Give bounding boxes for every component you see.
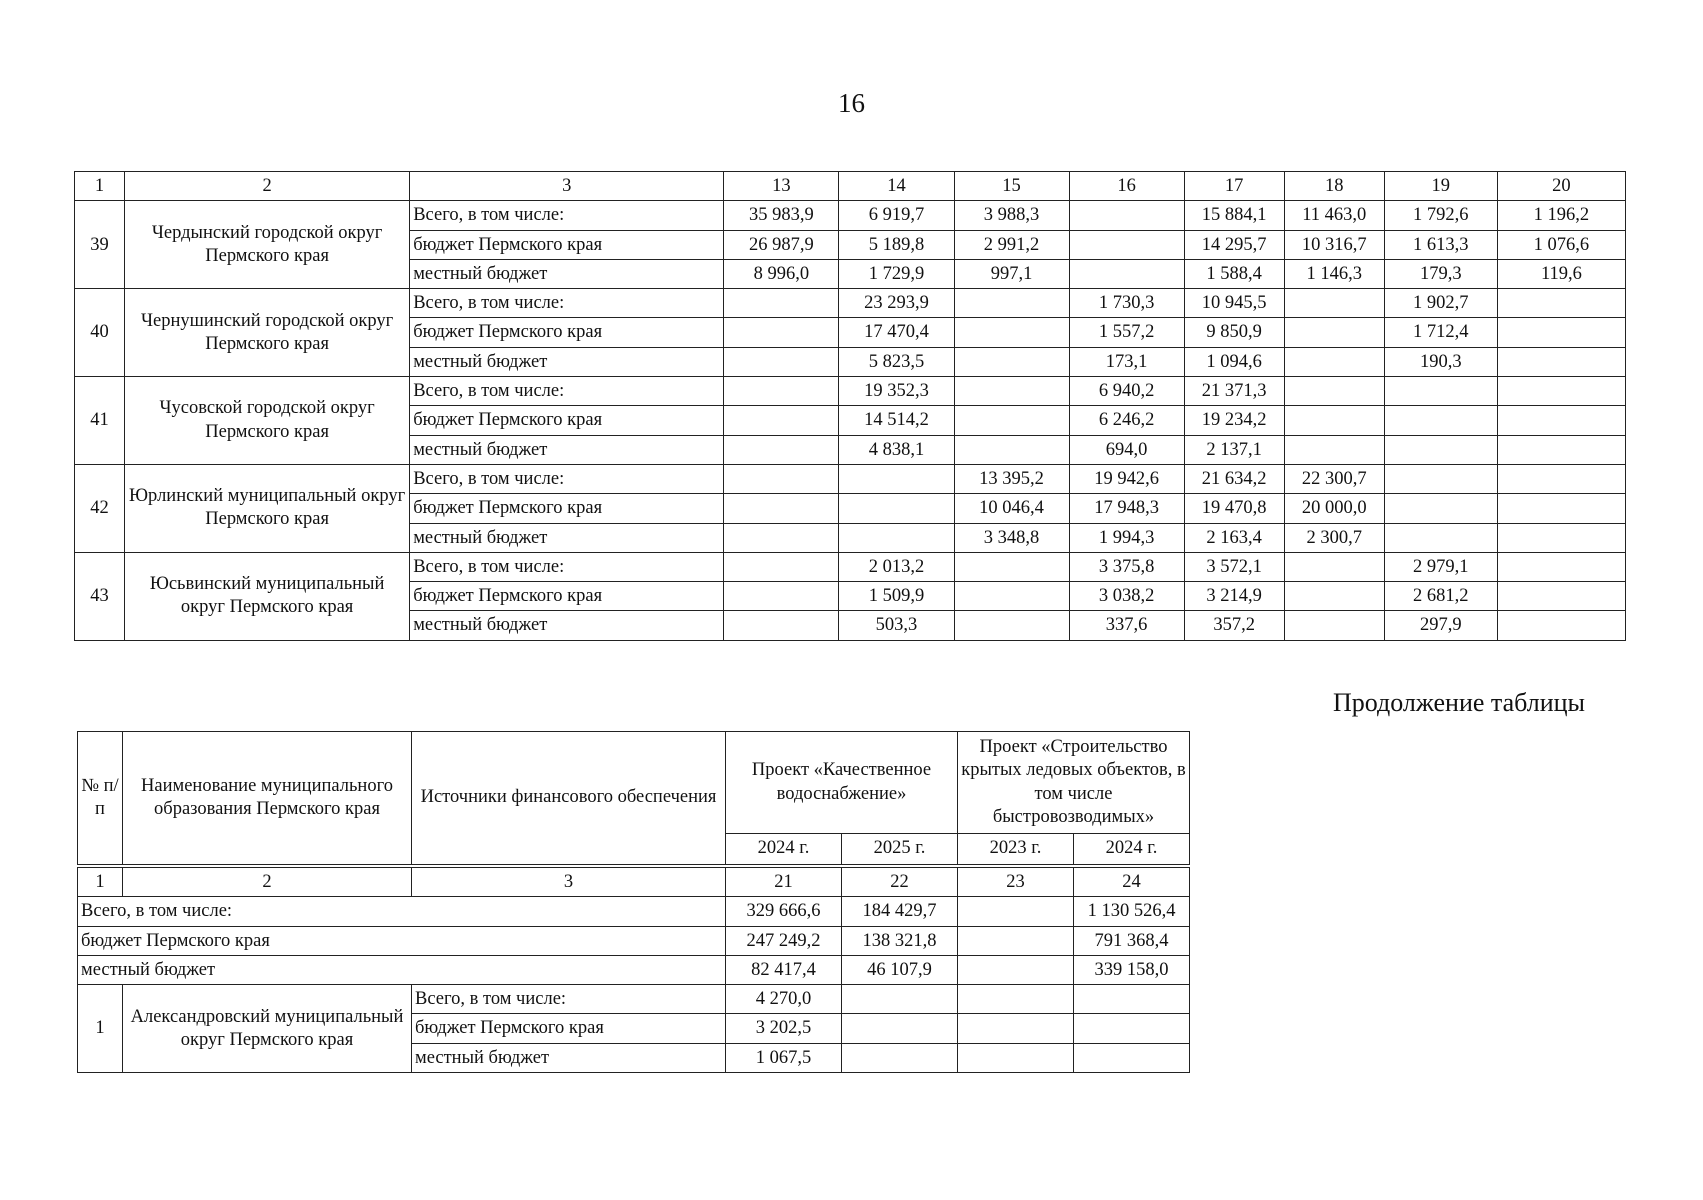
- column-number: 22: [842, 868, 958, 897]
- amount-cell: [1074, 1014, 1190, 1043]
- amount-cell: 2 137,1: [1184, 435, 1284, 464]
- amount-cell: [1497, 347, 1625, 376]
- column-number: 1: [78, 868, 123, 897]
- totals-label: Всего, в том числе:: [78, 897, 726, 926]
- amount-cell: [1497, 582, 1625, 611]
- amount-cell: 1 196,2: [1497, 201, 1625, 230]
- amount-cell: 15 884,1: [1184, 201, 1284, 230]
- amount-cell: 46 107,9: [842, 955, 958, 984]
- page-number: 16: [838, 88, 865, 118]
- amount-cell: 5 823,5: [839, 347, 954, 376]
- amount-cell: [1284, 435, 1384, 464]
- amount-cell: [1384, 377, 1497, 406]
- amount-cell: [958, 955, 1074, 984]
- amount-cell: [1284, 377, 1384, 406]
- amount-cell: [1284, 406, 1384, 435]
- amount-cell: 2 163,4: [1184, 523, 1284, 552]
- amount-cell: 329 666,6: [726, 897, 842, 926]
- amount-cell: [1497, 552, 1625, 581]
- amount-cell: 20 000,0: [1284, 494, 1384, 523]
- amount-cell: [724, 523, 839, 552]
- amount-cell: [1284, 318, 1384, 347]
- amount-cell: 10 046,4: [954, 494, 1069, 523]
- row-number: 42: [75, 464, 125, 552]
- amount-cell: [724, 464, 839, 493]
- amount-cell: [1069, 230, 1184, 259]
- amount-cell: 3 375,8: [1069, 552, 1184, 581]
- amount-cell: [1074, 985, 1190, 1014]
- amount-cell: 247 249,2: [726, 926, 842, 955]
- table-row: [75, 464, 1626, 493]
- amount-cell: 26 987,9: [724, 230, 839, 259]
- amount-cell: 694,0: [1069, 435, 1184, 464]
- col-head-project-water: Проект «Качественное водоснабжение»: [726, 732, 958, 834]
- amount-cell: 10 316,7: [1284, 230, 1384, 259]
- row-number: 41: [75, 377, 125, 465]
- funding-source: бюджет Пермского края: [412, 1014, 726, 1043]
- col-head-num: № п/п: [78, 732, 123, 865]
- column-number: 24: [1074, 868, 1190, 897]
- col-head-source: Источники финансового обеспечения: [412, 732, 726, 865]
- amount-cell: 184 429,7: [842, 897, 958, 926]
- amount-cell: [1284, 289, 1384, 318]
- amount-cell: 2 681,2: [1384, 582, 1497, 611]
- column-number: 19: [1384, 172, 1497, 201]
- column-number: 20: [1497, 172, 1625, 201]
- amount-cell: 19 352,3: [839, 377, 954, 406]
- amount-cell: 3 202,5: [726, 1014, 842, 1043]
- amount-cell: [1284, 582, 1384, 611]
- amount-cell: 1 509,9: [839, 582, 954, 611]
- amount-cell: [954, 435, 1069, 464]
- amount-cell: 23 293,9: [839, 289, 954, 318]
- funding-source: бюджет Пермского края: [410, 494, 724, 523]
- funding-source: местный бюджет: [410, 435, 724, 464]
- amount-cell: [1384, 435, 1497, 464]
- funding-source: бюджет Пермского края: [410, 318, 724, 347]
- totals-label: бюджет Пермского края: [78, 926, 726, 955]
- column-number: 3: [410, 172, 724, 201]
- amount-cell: 2 013,2: [839, 552, 954, 581]
- amount-cell: [1497, 494, 1625, 523]
- amount-cell: [724, 318, 839, 347]
- municipality-name: Юсьвинский муниципальный округ Пермского края: [125, 552, 410, 640]
- column-number: 21: [726, 868, 842, 897]
- amount-cell: 1 130 526,4: [1074, 897, 1190, 926]
- municipality-name: Чернушинский городской округ Пермского края: [125, 289, 410, 377]
- amount-cell: [1069, 259, 1184, 288]
- amount-cell: 19 234,2: [1184, 406, 1284, 435]
- amount-cell: [1497, 464, 1625, 493]
- column-number: 17: [1184, 172, 1284, 201]
- amount-cell: [1284, 611, 1384, 640]
- amount-cell: [958, 985, 1074, 1014]
- continuation-title: Продолжение таблицы: [1333, 688, 1585, 717]
- amount-cell: [954, 347, 1069, 376]
- amount-cell: 6 940,2: [1069, 377, 1184, 406]
- amount-cell: 190,3: [1384, 347, 1497, 376]
- amount-cell: 22 300,7: [1284, 464, 1384, 493]
- column-number: 15: [954, 172, 1069, 201]
- budget-table-top: [74, 171, 1626, 641]
- municipality-name: Чердынский городской округ Пермского края: [125, 201, 410, 289]
- amount-cell: 8 996,0: [724, 259, 839, 288]
- amount-cell: [1497, 318, 1625, 347]
- column-number: 1: [75, 172, 125, 201]
- col-head-year: 2023 г.: [958, 834, 1074, 865]
- amount-cell: 5 189,8: [839, 230, 954, 259]
- column-number: 2: [123, 868, 412, 897]
- amount-cell: [724, 347, 839, 376]
- amount-cell: 791 368,4: [1074, 926, 1190, 955]
- amount-cell: [954, 377, 1069, 406]
- amount-cell: [1284, 552, 1384, 581]
- amount-cell: [724, 435, 839, 464]
- amount-cell: 2 979,1: [1384, 552, 1497, 581]
- column-number: 23: [958, 868, 1074, 897]
- amount-cell: 14 514,2: [839, 406, 954, 435]
- funding-source: местный бюджет: [410, 523, 724, 552]
- row-number: 1: [78, 985, 123, 1073]
- column-number-row: [78, 868, 1190, 897]
- column-number: 3: [412, 868, 726, 897]
- totals-row: [78, 955, 1190, 984]
- amount-cell: 17 470,4: [839, 318, 954, 347]
- amount-cell: [954, 582, 1069, 611]
- amount-cell: 17 948,3: [1069, 494, 1184, 523]
- column-number: 13: [724, 172, 839, 201]
- amount-cell: [724, 289, 839, 318]
- row-number: 40: [75, 289, 125, 377]
- amount-cell: [958, 1043, 1074, 1072]
- table-row: [75, 552, 1626, 581]
- amount-cell: 11 463,0: [1284, 201, 1384, 230]
- funding-source: Всего, в том числе:: [410, 377, 724, 406]
- col-head-year: 2024 г.: [1074, 834, 1190, 865]
- amount-cell: [724, 611, 839, 640]
- table-row: [78, 985, 1190, 1014]
- amount-cell: 9 850,9: [1184, 318, 1284, 347]
- amount-cell: [839, 494, 954, 523]
- amount-cell: 1 588,4: [1184, 259, 1284, 288]
- totals-label: местный бюджет: [78, 955, 726, 984]
- amount-cell: 1 094,6: [1184, 347, 1284, 376]
- amount-cell: 119,6: [1497, 259, 1625, 288]
- amount-cell: [842, 1014, 958, 1043]
- column-number: 14: [839, 172, 954, 201]
- amount-cell: 4 838,1: [839, 435, 954, 464]
- amount-cell: [724, 494, 839, 523]
- amount-cell: 3 038,2: [1069, 582, 1184, 611]
- funding-source: Всего, в том числе:: [410, 289, 724, 318]
- funding-source: бюджет Пермского края: [410, 582, 724, 611]
- amount-cell: 6 919,7: [839, 201, 954, 230]
- municipality-name: Юрлинский муниципальный округ Пермского края: [125, 464, 410, 552]
- amount-cell: 179,3: [1384, 259, 1497, 288]
- amount-cell: [842, 1043, 958, 1072]
- amount-cell: [1069, 201, 1184, 230]
- table-head-row: [78, 732, 1190, 834]
- row-number: 39: [75, 201, 125, 289]
- funding-source: бюджет Пермского края: [410, 406, 724, 435]
- amount-cell: 339 158,0: [1074, 955, 1190, 984]
- amount-cell: [724, 582, 839, 611]
- amount-cell: 10 945,5: [1184, 289, 1284, 318]
- amount-cell: [958, 897, 1074, 926]
- amount-cell: 35 983,9: [724, 201, 839, 230]
- amount-cell: 297,9: [1384, 611, 1497, 640]
- amount-cell: 503,3: [839, 611, 954, 640]
- amount-cell: 1 712,4: [1384, 318, 1497, 347]
- amount-cell: 21 634,2: [1184, 464, 1284, 493]
- amount-cell: [842, 985, 958, 1014]
- amount-cell: 1 792,6: [1384, 201, 1497, 230]
- amount-cell: [954, 289, 1069, 318]
- amount-cell: [1497, 406, 1625, 435]
- amount-cell: [1384, 523, 1497, 552]
- amount-cell: [1384, 406, 1497, 435]
- amount-cell: [954, 406, 1069, 435]
- table-row: [75, 377, 1626, 406]
- amount-cell: 4 270,0: [726, 985, 842, 1014]
- funding-source: местный бюджет: [410, 347, 724, 376]
- amount-cell: 1 729,9: [839, 259, 954, 288]
- amount-cell: [1497, 435, 1625, 464]
- amount-cell: [954, 611, 1069, 640]
- amount-cell: [958, 926, 1074, 955]
- col-head-name: Наименование муниципального образования Пермского края: [123, 732, 412, 865]
- amount-cell: [1284, 347, 1384, 376]
- table-row: [75, 289, 1626, 318]
- totals-row: [78, 897, 1190, 926]
- amount-cell: 1 067,5: [726, 1043, 842, 1072]
- budget-table-bottom: [77, 731, 1190, 1073]
- row-number: 43: [75, 552, 125, 640]
- funding-source: местный бюджет: [410, 611, 724, 640]
- amount-cell: [1497, 611, 1625, 640]
- amount-cell: [958, 1014, 1074, 1043]
- funding-source: Всего, в том числе:: [412, 985, 726, 1014]
- amount-cell: 13 395,2: [954, 464, 1069, 493]
- column-number-row: [75, 172, 1626, 201]
- amount-cell: 357,2: [1184, 611, 1284, 640]
- amount-cell: 21 371,3: [1184, 377, 1284, 406]
- amount-cell: [724, 552, 839, 581]
- amount-cell: 14 295,7: [1184, 230, 1284, 259]
- amount-cell: 6 246,2: [1069, 406, 1184, 435]
- amount-cell: 2 300,7: [1284, 523, 1384, 552]
- amount-cell: [1384, 494, 1497, 523]
- col-head-project-ice: Проект «Строительство крытых ледовых объектов, в том числе быстровозводимых»: [958, 732, 1190, 834]
- amount-cell: [1074, 1043, 1190, 1072]
- amount-cell: 3 572,1: [1184, 552, 1284, 581]
- column-number: 16: [1069, 172, 1184, 201]
- amount-cell: 173,1: [1069, 347, 1184, 376]
- funding-source: Всего, в том числе:: [410, 552, 724, 581]
- amount-cell: 19 470,8: [1184, 494, 1284, 523]
- amount-cell: 337,6: [1069, 611, 1184, 640]
- amount-cell: [724, 406, 839, 435]
- funding-source: бюджет Пермского края: [410, 230, 724, 259]
- amount-cell: 2 991,2: [954, 230, 1069, 259]
- funding-source: местный бюджет: [410, 259, 724, 288]
- amount-cell: 19 942,6: [1069, 464, 1184, 493]
- amount-cell: 1 994,3: [1069, 523, 1184, 552]
- amount-cell: [839, 523, 954, 552]
- amount-cell: 3 348,8: [954, 523, 1069, 552]
- amount-cell: 82 417,4: [726, 955, 842, 984]
- municipality-name: Александровский муниципальный округ Пермского края: [123, 985, 412, 1073]
- amount-cell: 1 076,6: [1497, 230, 1625, 259]
- amount-cell: [1497, 523, 1625, 552]
- amount-cell: [954, 318, 1069, 347]
- col-head-year: 2024 г.: [726, 834, 842, 865]
- amount-cell: [839, 464, 954, 493]
- amount-cell: 1 902,7: [1384, 289, 1497, 318]
- amount-cell: 1 557,2: [1069, 318, 1184, 347]
- column-number: 18: [1284, 172, 1384, 201]
- amount-cell: 1 146,3: [1284, 259, 1384, 288]
- funding-source: местный бюджет: [412, 1043, 726, 1072]
- municipality-name: Чусовской городской округ Пермского края: [125, 377, 410, 465]
- col-head-year: 2025 г.: [842, 834, 958, 865]
- table-row: [75, 201, 1626, 230]
- amount-cell: 3 214,9: [1184, 582, 1284, 611]
- amount-cell: 997,1: [954, 259, 1069, 288]
- amount-cell: [1497, 377, 1625, 406]
- column-number: 2: [125, 172, 410, 201]
- amount-cell: [1497, 289, 1625, 318]
- amount-cell: 138 321,8: [842, 926, 958, 955]
- amount-cell: 1 613,3: [1384, 230, 1497, 259]
- funding-source: Всего, в том числе:: [410, 464, 724, 493]
- amount-cell: [724, 377, 839, 406]
- totals-row: [78, 926, 1190, 955]
- amount-cell: 1 730,3: [1069, 289, 1184, 318]
- funding-source: Всего, в том числе:: [410, 201, 724, 230]
- amount-cell: [954, 552, 1069, 581]
- amount-cell: 3 988,3: [954, 201, 1069, 230]
- amount-cell: [1384, 464, 1497, 493]
